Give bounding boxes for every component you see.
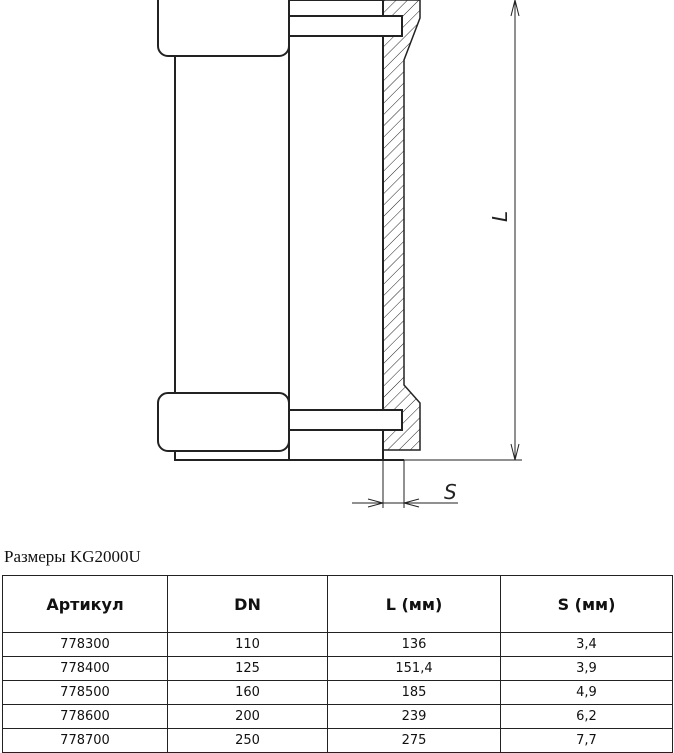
- cell-wall: 6,2: [501, 705, 673, 729]
- cell-dn: 110: [168, 633, 328, 657]
- cell-wall: 4,9: [501, 681, 673, 705]
- upper-seal-ring: [289, 16, 402, 36]
- column-header-article: Артикул: [3, 576, 168, 633]
- cell-dn: 200: [168, 705, 328, 729]
- length-dimension-label: L: [488, 210, 512, 222]
- wall-section-hatch: [383, 0, 420, 450]
- cell-dn: 125: [168, 657, 328, 681]
- dimensions-table: [2, 575, 673, 753]
- cell-length: 151,4: [328, 657, 501, 681]
- coupling-body: [175, 0, 383, 460]
- cell-length: 239: [328, 705, 501, 729]
- cell-wall: 3,9: [501, 657, 673, 681]
- table-caption: Размеры KG2000U: [4, 547, 141, 566]
- table-row: [3, 681, 673, 705]
- cell-article: 778700: [3, 729, 168, 753]
- upper-collar: [158, 0, 289, 56]
- table-row: [3, 729, 673, 753]
- table-row: [3, 633, 673, 657]
- cell-wall: 3,4: [501, 633, 673, 657]
- cell-wall: 7,7: [501, 729, 673, 753]
- table-row: [3, 705, 673, 729]
- column-header-wall: S (мм): [501, 576, 673, 633]
- table-header-row: [3, 576, 673, 633]
- cell-article: 778600: [3, 705, 168, 729]
- cell-article: 778300: [3, 633, 168, 657]
- cell-dn: 250: [168, 729, 328, 753]
- column-header-dn: DN: [168, 576, 328, 633]
- cell-dn: 160: [168, 681, 328, 705]
- cell-length: 275: [328, 729, 501, 753]
- lower-seal-ring: [289, 410, 402, 430]
- lower-collar: [158, 393, 289, 451]
- wall-dimension-label: S: [444, 480, 457, 504]
- cell-length: 185: [328, 681, 501, 705]
- cell-article: 778500: [3, 681, 168, 705]
- column-header-length: L (мм): [328, 576, 501, 633]
- table-row: [3, 657, 673, 681]
- cell-length: 136: [328, 633, 501, 657]
- cell-article: 778400: [3, 657, 168, 681]
